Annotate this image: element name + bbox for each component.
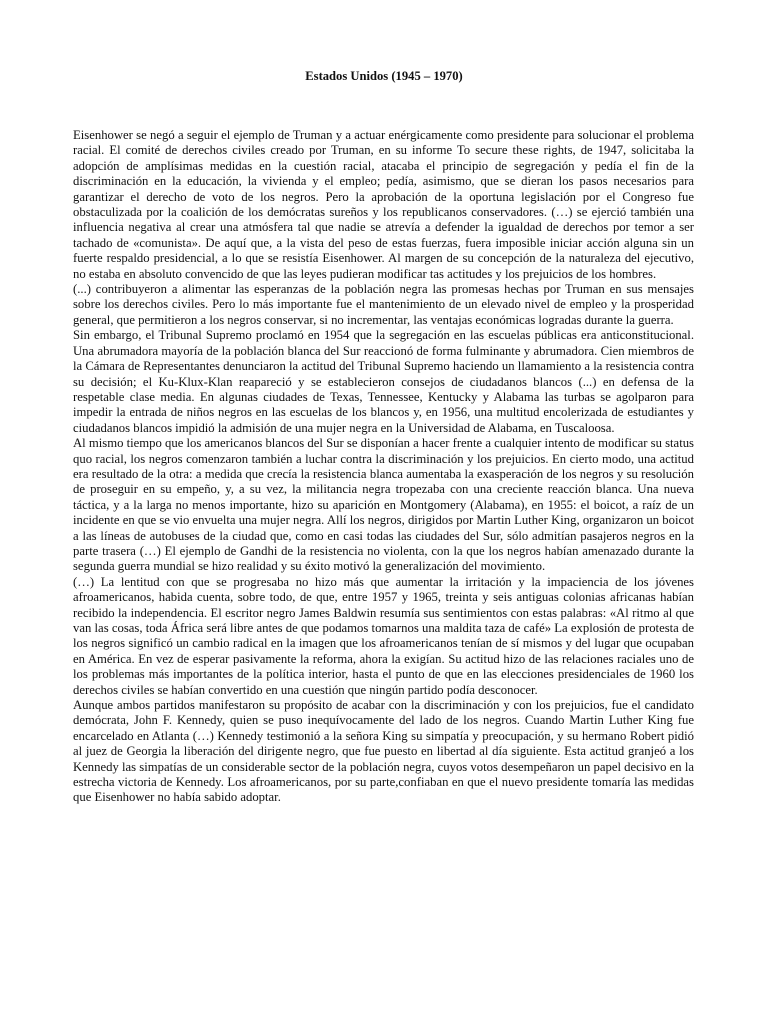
paragraph-truman-promises: (...) contribuyeron a alimentar las esperanzas de la población negra las promesas hechas por Truman en sus mensajes sobre los derechos civiles. Pero lo más importante fue el mantenimiento de un elevado nivel de empleo y la prosperidad general, que permitieron a los negros conservar, si no incrementar, las ventajas económicas logradas durante la guerra.	[73, 282, 694, 327]
paragraph-supreme-court-1954: Sin embargo, el Tribunal Supremo proclamó en 1954 que la segregación en las escuelas públicas era anticonstitucional. Una abrumadora mayoría de la población blanca del Sur reaccionó de forma fulminante y abrumadora. Cien miembros de la Cámara de Representantes denunciaron la actitud del Tribunal Supremo haciendo un llamamiento a la resistencia contra su decisión; el Ku-Klux-Klan reapareció y se establecieron consejos de ciudadanos blancos (...) en defensa de la respetable clase media. En algunas ciudades de Texas, Tennessee, Kentucky y Alabama las turbas se agolparon para impedir la entrada de niños negros en las escuelas de los blancos y, en 1956, una multitud encolerizada de estudiantes y ciudadanos blancos impidió la admisión de una mujer negra en la Universidad de Alabama, en Tuscaloosa.	[73, 328, 694, 435]
paragraph-kennedy-election: Aunque ambos partidos manifestaron su propósito de acabar con la discriminación y con los prejuicios, fue el candidato demócrata, John F. Kennedy, quien se puso inequívocamente del lado de los negros. Cuando Martin Luther King fue encarcelado en Atlanta (…) Kennedy testimonió a la señora King su simpatía y preocupación, y su hermano Robert pidió al juez de Georgia la liberación del dirigente negro, que fue puesto en libertad al día siguiente. Esta actitud granjeó a los Kennedy las simpatías de un considerable sector de la población negra, cuyos votos desempeñaron un papel decisivo en la estrecha victoria de Kennedy. Los afroamericanos, por su parte,confiaban en que el nuevo presidente tomaría las medidas que Eisenhower no había sabido adoptar.	[73, 698, 694, 805]
paragraph-baldwin-protest: (…) La lentitud con que se progresaba no hizo más que aumentar la irritación y la impaciencia de los jóvenes afroamericanos, habida cuenta, sobre todo, de que, entre 1957 y 1965, treinta y seis antiguas colonias africanas habían recibido la independencia. El escritor negro James Baldwin resumía sus sentimientos con estas palabras: «Al ritmo al que van las cosas, toda África será libre antes de que podamos tomarnos una maldita taza de café» La explosión de protesta de los negros significó un cambio radical en la imagen que los afroamericanos tenían de sí mismos y del lugar que ocupaban en América. En vez de esperar pasivamente la reforma, ahora la exigían. Su actitud hizo de las relaciones raciales uno de los problemas más importantes de la política interior, hasta el punto de que en las elecciones presidenciales de 1960 los derechos civiles se habían convertido en una cuestión que ningún partido podía desconocer.	[73, 574, 694, 697]
paragraph-eisenhower-truman: Eisenhower se negó a seguir el ejemplo de Truman y a actuar enérgicamente como presidente para solucionar el problema racial. El comité de derechos civiles creado por Truman, en su informe To secure these rights, de 1947, solicitaba la adopción de amplísimas medidas en la cuestión racial, atacaba el principio de segregación y pedía el fin de la discriminación en la educación, la vivienda y el empleo; pedía, asimismo, que se dieran los pasos necesarios para garantizar el derecho de voto de los negros. Pero la aprobación de la oportuna legislación por el Congreso fue obstaculizada por la coalición de los demócratas sureños y los republicanos conservadores. (…) se ejerció también una influencia negativa al crear una atmósfera tal que nadie se atrevía a defender la igualdad de derechos por temor a ser tachado de «comunista». De aquí que, a la vista del peso de estas fuerzas, fuera imposible iniciar acción alguna sin un fuerte respaldo presidencial, a lo que se resistía Eisenhower. Al margen de su concepción de la naturaleza del ejecutivo, no estaba en absoluto convencido de que las leyes pudieran modificar tas actitudes y los prejuicios de los hombres.	[73, 128, 694, 281]
document-title: Estados Unidos (1945 – 1970)	[305, 69, 463, 83]
document-body	[73, 128, 694, 806]
paragraph-montgomery-boycott: Al mismo tiempo que los americanos blancos del Sur se disponían a hacer frente a cualquier intento de modificar su status quo racial, los negros comenzaron también a luchar contra la discriminación y los prejuicios. En cierto modo, una actitud era resultado de la otra: a medida que crecía la resistencia blanca aumentaba la exasperación de los negros y su resolución de proseguir en su empeño, y, a su vez, la militancia negra tropezaba con una creciente reacción blanca. Una nueva táctica, y a la larga no menos importante, hizo su aparición en Montgomery (Alabama), en 1955: el boicot, a raíz de un incidente en que se vio envuelta una mujer negra. Allí los negros, dirigidos por Martin Luther King, organizaron un boicot a las líneas de autobuses de la ciudad que, como en casi todas las ciudades del Sur, sólo admitían pasajeros negros en la parte trasera (…) El ejemplo de Gandhi de la resistencia no violenta, con la que los negros habían amenazado durante la segunda guerra mundial se hizo realidad y su éxito motivó la generalización del movimiento.	[73, 436, 694, 574]
